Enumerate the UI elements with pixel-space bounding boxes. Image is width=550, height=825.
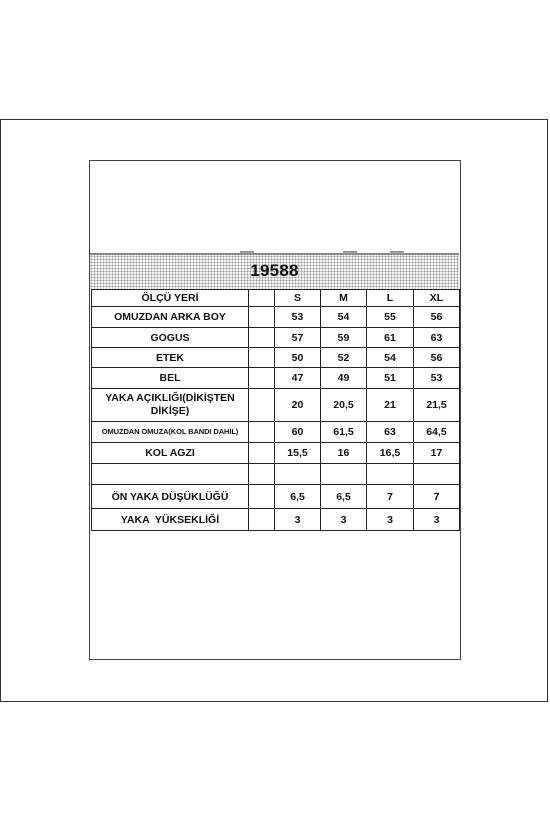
value-cell: [367, 464, 414, 485]
spacer-cell: [249, 464, 275, 485]
row-label: KOL AGZI: [92, 443, 249, 464]
table-row: [92, 368, 460, 389]
title-band: [90, 253, 459, 289]
value-cell: 57: [275, 328, 321, 348]
row-label: YAKA AÇIKLIĞI(DİKİŞTEN DİKİŞE): [92, 389, 249, 422]
value-cell: 3: [275, 509, 321, 531]
spacer-cell: [249, 422, 275, 443]
value-cell: 6,5: [321, 485, 367, 509]
value-cell: 16: [321, 443, 367, 464]
band-tick: [343, 251, 357, 254]
value-cell: 50: [275, 348, 321, 368]
value-cell: 53: [275, 307, 321, 328]
spacer-cell: [249, 509, 275, 531]
value-cell: 55: [367, 307, 414, 328]
value-cell: 63: [367, 422, 414, 443]
table-row: [92, 509, 460, 531]
row-label: OMUZDAN OMUZA(KOL BANDI DAHİL): [92, 422, 249, 443]
value-cell: 21,5: [414, 389, 460, 422]
value-cell: 47: [275, 368, 321, 389]
value-cell: 64,5: [414, 422, 460, 443]
value-cell: 61: [367, 328, 414, 348]
value-cell: 7: [367, 485, 414, 509]
row-label: YAKA YÜKSEKLİĞİ: [92, 509, 249, 531]
empty-row: [92, 464, 460, 485]
value-cell: 53: [414, 368, 460, 389]
table-row: [92, 348, 460, 368]
table-row: [92, 485, 460, 509]
spacer-cell: [249, 389, 275, 422]
value-cell: 7: [414, 485, 460, 509]
value-cell: 20,5: [321, 389, 367, 422]
value-cell: 49: [321, 368, 367, 389]
header-row: [92, 290, 460, 307]
row-label: GOGUS: [92, 328, 249, 348]
value-cell: 6,5: [275, 485, 321, 509]
value-cell: 60: [275, 422, 321, 443]
spacer-cell: [249, 443, 275, 464]
value-cell: 3: [367, 509, 414, 531]
row-label: OMUZDAN ARKA BOY: [92, 307, 249, 328]
band-tick: [390, 251, 404, 254]
row-label: BEL: [92, 368, 249, 389]
spacer-cell: [249, 290, 275, 307]
value-cell: 54: [321, 307, 367, 328]
value-cell: 63: [414, 328, 460, 348]
spacer-cell: [249, 328, 275, 348]
table-row: [92, 328, 460, 348]
value-cell: 16,5: [367, 443, 414, 464]
value-cell: 20: [275, 389, 321, 422]
row-label: ETEK: [92, 348, 249, 368]
header-size: M: [321, 290, 367, 307]
value-cell: [275, 464, 321, 485]
table-row: [92, 443, 460, 464]
value-cell: 54: [367, 348, 414, 368]
value-cell: [321, 464, 367, 485]
value-cell: 17: [414, 443, 460, 464]
value-cell: 56: [414, 348, 460, 368]
row-label: ÖN YAKA DÜŞÜKLÜĞÜ: [92, 485, 249, 509]
value-cell: 21: [367, 389, 414, 422]
table-row: [92, 389, 460, 422]
table-row: [92, 422, 460, 443]
product-code: 19588: [250, 261, 299, 280]
value-cell: 3: [321, 509, 367, 531]
header-size: L: [367, 290, 414, 307]
value-cell: 59: [321, 328, 367, 348]
row-label: [92, 464, 249, 485]
value-cell: 52: [321, 348, 367, 368]
value-cell: 15,5: [275, 443, 321, 464]
value-cell: 61,5: [321, 422, 367, 443]
value-cell: 3: [414, 509, 460, 531]
spacer-cell: [249, 307, 275, 328]
spacer-cell: [249, 485, 275, 509]
header-label: ÖLÇÜ YERİ: [92, 290, 249, 307]
value-cell: 51: [367, 368, 414, 389]
value-cell: 56: [414, 307, 460, 328]
table-row: [92, 307, 460, 328]
header-size: S: [275, 290, 321, 307]
value-cell: [414, 464, 460, 485]
header-size: XL: [414, 290, 460, 307]
size-chart-table: [91, 289, 460, 531]
band-tick: [240, 251, 254, 254]
spacer-cell: [249, 368, 275, 389]
spacer-cell: [249, 348, 275, 368]
